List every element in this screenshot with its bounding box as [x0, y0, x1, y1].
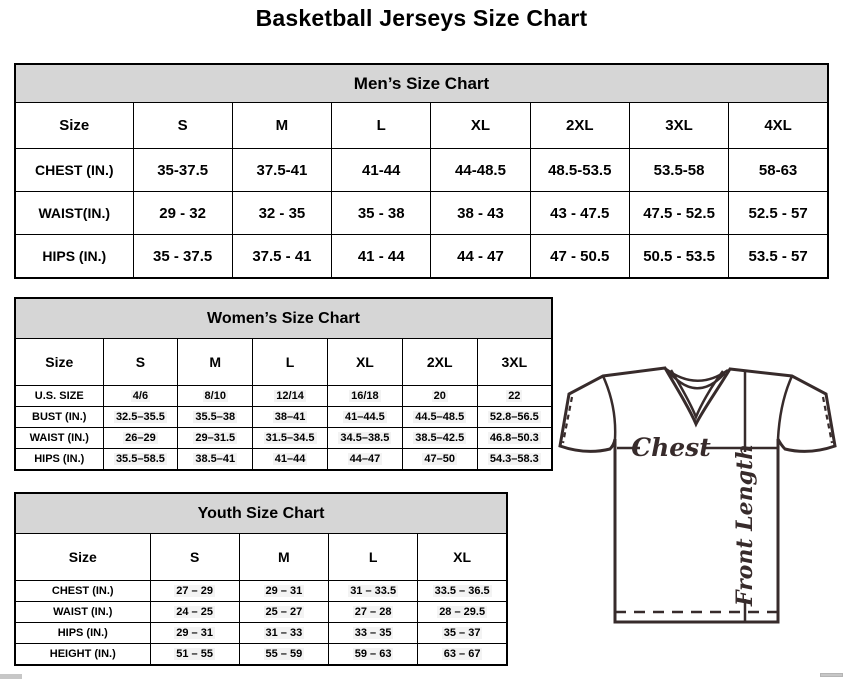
row-label: WAIST (IN.)	[15, 602, 150, 623]
column-header: Size	[15, 103, 133, 149]
table-cell: 46.8–50.3	[477, 428, 552, 449]
table-row	[15, 428, 552, 449]
table-cell: 29 - 32	[133, 192, 232, 235]
table-cell: 32.5–35.5	[103, 407, 178, 428]
table-cell: 31.5–34.5	[253, 428, 328, 449]
table-cell: 52.8–56.5	[477, 407, 552, 428]
row-label: HIPS (IN.)	[15, 623, 150, 644]
column-header: S	[150, 534, 239, 581]
row-label: CHEST (IN.)	[15, 149, 133, 192]
table-cell: 31 – 33	[239, 623, 328, 644]
table-cell: 37.5-41	[232, 149, 331, 192]
size-header-row	[15, 103, 828, 149]
table-cell: 59 – 63	[329, 644, 418, 666]
table-cell: 41 - 44	[332, 235, 431, 279]
table-cell: 32 - 35	[232, 192, 331, 235]
table-cell: 29 – 31	[150, 623, 239, 644]
front-length-label: Front Length	[732, 443, 758, 607]
table-cell: 48.5-53.5	[530, 149, 629, 192]
table-row	[15, 449, 552, 471]
row-label: CHEST (IN.)	[15, 581, 150, 602]
table-cell: 58-63	[729, 149, 828, 192]
table-cell: 41–44	[253, 449, 328, 471]
table-cell: 24 – 25	[150, 602, 239, 623]
table-title: Men’s Size Chart	[15, 64, 828, 103]
table-row	[15, 407, 552, 428]
table-title: Women’s Size Chart	[15, 298, 552, 339]
table-cell: 22	[477, 386, 552, 407]
table-title-row	[15, 64, 828, 103]
table-cell: 35 – 37	[418, 623, 507, 644]
row-label: U.S. SIZE	[15, 386, 103, 407]
womens-size-chart-table	[14, 297, 553, 471]
column-header: S	[103, 339, 178, 386]
table-cell: 29 – 31	[239, 581, 328, 602]
table-cell: 41–44.5	[327, 407, 402, 428]
table-cell: 47 - 50.5	[530, 235, 629, 279]
table-cell: 43 - 47.5	[530, 192, 629, 235]
column-header: 3XL	[477, 339, 552, 386]
table-cell: 47–50	[402, 449, 477, 471]
table-title-row	[15, 298, 552, 339]
table-row	[15, 581, 507, 602]
row-label: HIPS (IN.)	[15, 449, 103, 471]
size-header-row	[15, 339, 552, 386]
table-title-row	[15, 493, 507, 534]
table-cell: 55 – 59	[239, 644, 328, 666]
row-label: WAIST(IN.)	[15, 192, 133, 235]
table-cell: 35 - 37.5	[133, 235, 232, 279]
column-header: M	[232, 103, 331, 149]
table-cell: 33.5 – 36.5	[418, 581, 507, 602]
table-cell: 41-44	[332, 149, 431, 192]
table-cell: 27 – 28	[329, 602, 418, 623]
table-cell: 8/10	[178, 386, 253, 407]
table-cell: 54.3–58.3	[477, 449, 552, 471]
size-header-row	[15, 534, 507, 581]
table-cell: 4/6	[103, 386, 178, 407]
table-row	[15, 602, 507, 623]
table-cell: 38–41	[253, 407, 328, 428]
column-header: M	[178, 339, 253, 386]
table-cell: 35 - 38	[332, 192, 431, 235]
table-cell: 38.5–42.5	[402, 428, 477, 449]
column-header: L	[332, 103, 431, 149]
table-row	[15, 235, 828, 279]
table-cell: 38.5–41	[178, 449, 253, 471]
table-cell: 20	[402, 386, 477, 407]
table-cell: 29–31.5	[178, 428, 253, 449]
column-header: 2XL	[530, 103, 629, 149]
jersey-outline-shape	[560, 368, 835, 622]
column-header: XL	[418, 534, 507, 581]
table-row	[15, 644, 507, 666]
table-cell: 38 - 43	[431, 192, 530, 235]
table-row	[15, 149, 828, 192]
table-cell: 26–29	[103, 428, 178, 449]
column-header: XL	[327, 339, 402, 386]
table-cell: 16/18	[327, 386, 402, 407]
row-label: WAIST (IN.)	[15, 428, 103, 449]
table-cell: 35.5–38	[178, 407, 253, 428]
column-header: 2XL	[402, 339, 477, 386]
row-label: HEIGHT (IN.)	[15, 644, 150, 666]
scrollbar-fragment-left[interactable]	[0, 674, 22, 679]
row-label: BUST (IN.)	[15, 407, 103, 428]
jersey-armhole-seam-right	[778, 376, 792, 439]
jersey-measurement-diagram	[556, 362, 843, 664]
table-cell: 52.5 - 57	[729, 192, 828, 235]
jersey-armhole-seam-left	[603, 376, 615, 439]
table-cell: 28 – 29.5	[418, 602, 507, 623]
table-cell: 33 – 35	[329, 623, 418, 644]
row-label: HIPS (IN.)	[15, 235, 133, 279]
table-cell: 44-48.5	[431, 149, 530, 192]
column-header: XL	[431, 103, 530, 149]
table-cell: 53.5 - 57	[729, 235, 828, 279]
table-cell: 47.5 - 52.5	[629, 192, 728, 235]
table-cell: 44–47	[327, 449, 402, 471]
scrollbar-fragment-right[interactable]	[820, 673, 843, 677]
table-cell: 63 – 67	[418, 644, 507, 666]
youth-size-chart-table	[14, 492, 508, 666]
table-cell: 37.5 - 41	[232, 235, 331, 279]
table-cell: 31 – 33.5	[329, 581, 418, 602]
table-cell: 51 – 55	[150, 644, 239, 666]
table-cell: 34.5–38.5	[327, 428, 402, 449]
table-row	[15, 623, 507, 644]
chest-label: Chest	[631, 433, 711, 462]
table-row	[15, 386, 552, 407]
column-header: M	[239, 534, 328, 581]
table-cell: 35-37.5	[133, 149, 232, 192]
table-cell: 12/14	[253, 386, 328, 407]
table-row	[15, 192, 828, 235]
table-cell: 44.5–48.5	[402, 407, 477, 428]
table-cell: 53.5-58	[629, 149, 728, 192]
table-cell: 25 – 27	[239, 602, 328, 623]
column-header: Size	[15, 339, 103, 386]
table-cell: 27 – 29	[150, 581, 239, 602]
column-header: Size	[15, 534, 150, 581]
column-header: L	[329, 534, 418, 581]
column-header: 4XL	[729, 103, 828, 149]
page-title: Basketball Jerseys Size Chart	[255, 5, 588, 31]
column-header: 3XL	[629, 103, 728, 149]
column-header: S	[133, 103, 232, 149]
table-cell: 50.5 - 53.5	[629, 235, 728, 279]
table-cell: 44 - 47	[431, 235, 530, 279]
table-title: Youth Size Chart	[15, 493, 507, 534]
column-header: L	[253, 339, 328, 386]
table-cell: 35.5–58.5	[103, 449, 178, 471]
mens-size-chart-table	[14, 63, 829, 279]
